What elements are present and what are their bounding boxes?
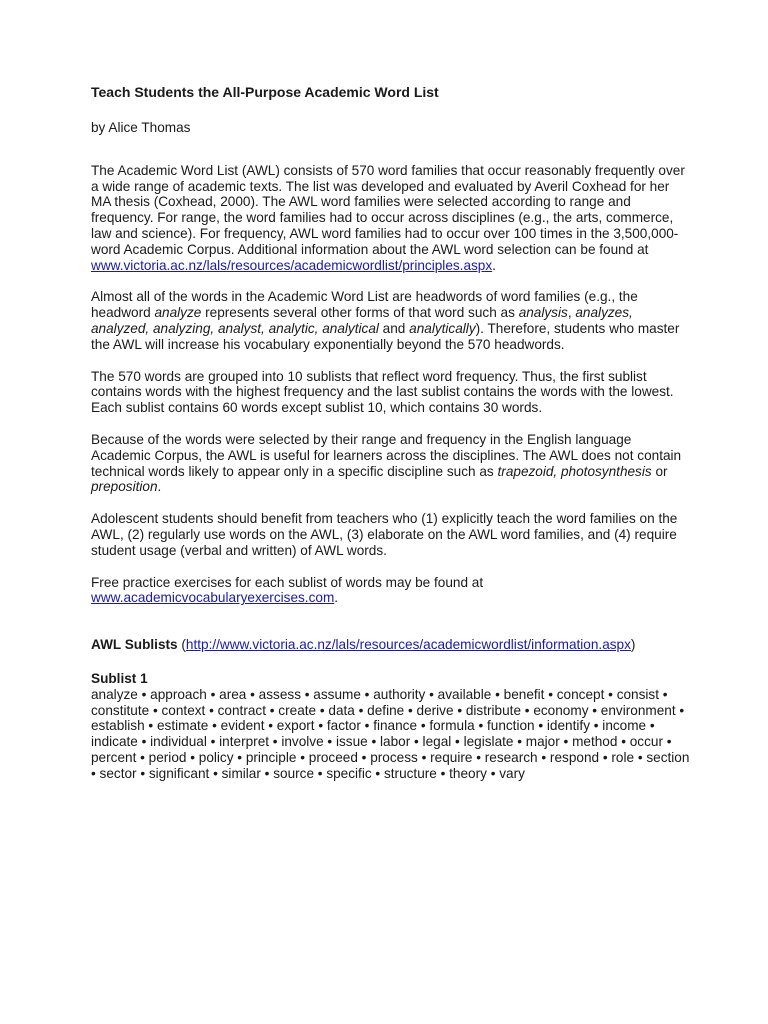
paragraph-text: , — [567, 305, 576, 321]
paren-close: ) — [630, 637, 636, 653]
awl-sublists-label: AWL Sublists — [91, 637, 178, 653]
principles-link[interactable]: www.victoria.ac.nz/lals/resources/academicwordlist/principles.aspx — [91, 257, 493, 273]
italic-term: analyzes, analyzed, analyzing, analyst, analytic, analytical — [91, 305, 633, 336]
paragraph-end: . — [492, 257, 496, 273]
paragraph-text: represents several other forms of that word such as — [201, 305, 519, 321]
paragraph-text: The Academic Word List (AWL) consists of 570 word families that occur reasonably frequently over a wide range of academic texts. The list was developed and evaluated by Averil Coxhead for her MA thesis (Coxhead, 2000). The AWL word families were selected according to range and frequency. For range, the word families had to occur across disciplines (e.g., the arts, commerce, law and science). For frequency, AWL word families had to occur over 100 times in the 3,500,000-word Academic Corpus. Additional information about the AWL word selection can be found at — [91, 162, 685, 257]
awl-sublists-heading — [91, 637, 691, 653]
italic-term: trapezoid, photosynthesis — [497, 463, 652, 479]
paragraph-text: . — [157, 479, 162, 495]
paragraph-disciplines — [91, 432, 691, 495]
paragraph-text: Because of the words were selected by their range and frequency in the English language Academic Corpus, the AWL is useful for learners across the disciplines. The AWL does not contain technical words likely to appear only in a specific discipline such as — [91, 431, 682, 479]
author-byline: by Alice Thomas — [91, 120, 191, 135]
paragraph-text: and — [378, 320, 410, 336]
document-title: Teach Students the All-Purpose Academic Word List — [91, 84, 439, 100]
paragraph-practice — [91, 575, 691, 607]
paren-open: ( — [177, 637, 186, 653]
paragraph-teachers: Adolescent students should benefit from teachers who (1) explicitly teach the word families on the AWL, (2) regularly use words on the AWL, (3) elaborate on the AWL word families, and (4) require student usage (verbal and written) of AWL words. — [91, 511, 678, 558]
exercises-link[interactable]: www.academicvocabularyexercises.com — [91, 590, 335, 606]
sublist-1-words: analyze • approach • area • assess • assume • authority • available • benefit • concept • consist • constitute • context • contract • create • data • define • derive • distribute • economy • environment • establish • estimate • evident • export • factor • finance • formula • function • identify • income • indicate • individual • interpret • involve • issue • labor • legal • legislate • major • method • occur • percent • period • policy • principle • proceed • process • require • research • respond • role • section • sector • significant • similar • source • specific • structure • theory • vary — [91, 686, 690, 781]
paragraph-text: Almost all of the words in the Academic Word List are headwords of word families (e.g., the headword — [91, 289, 638, 321]
paragraph-text: ). Therefore, students who master the AWL will increase his vocabulary exponentially beyond the 570 headwords. — [91, 320, 680, 352]
sublist-1-title: Sublist 1 — [91, 670, 148, 686]
paragraph-headwords — [91, 289, 691, 352]
paragraph-sublists: The 570 words are grouped into 10 sublists that reflect word frequency. Thus, the first sublist contains words with the highest frequency and the last sublist contains the words with the lowest. Each sublist contains 60 words except sublist 10, which contains 30 words. — [91, 368, 674, 416]
paragraph-end: . — [334, 590, 339, 606]
italic-term: analyze — [154, 305, 202, 321]
paragraph-awl-overview — [91, 163, 691, 274]
awl-information-link[interactable]: http://www.victoria.ac.nz/lals/resources/academicwordlist/information.aspx — [185, 637, 631, 653]
italic-term: analytically — [409, 320, 476, 336]
italic-term: preposition — [91, 479, 158, 495]
italic-term: analysis — [518, 305, 568, 321]
paragraph-text: or — [651, 463, 668, 479]
document-page — [91, 84, 691, 782]
paragraph-text: Free practice exercises for each sublist of words may be found at — [91, 574, 484, 590]
